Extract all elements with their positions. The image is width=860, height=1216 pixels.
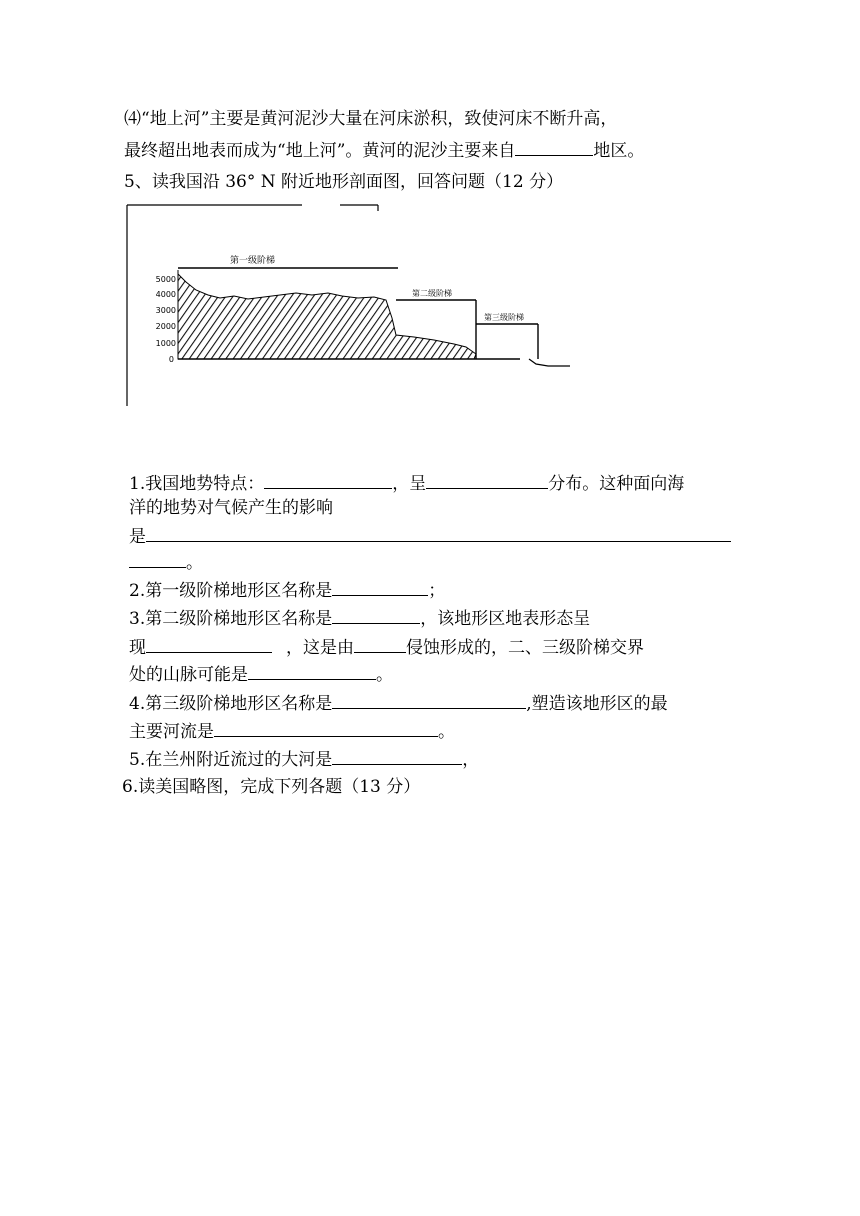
q5-s1-line-3: [129, 523, 731, 549]
q4-line-2: [124, 137, 644, 163]
q5-s4-line-2: [129, 718, 455, 744]
answer-blank[interactable]: [332, 577, 428, 596]
answer-blank[interactable]: [264, 470, 392, 489]
q5-s4-text: 4.第三级阶梯地形区名称是: [129, 694, 333, 714]
q5-s1-text: 。: [186, 553, 203, 573]
q6-title-text: 6.读美国略图，完成下列各题（13 分）: [122, 777, 421, 797]
q5-title-text: 5、读我国沿 36° N 附近地形剖面图，回答问题（12 分）: [124, 172, 564, 192]
q5-s3-text: 现: [129, 638, 146, 658]
q5-s4-text: 主要河流是: [129, 722, 214, 742]
q6-title: [122, 775, 420, 799]
continental-shelf-line: [529, 359, 570, 366]
answer-blank[interactable]: [248, 661, 376, 680]
q4-text: 地区。: [593, 141, 645, 161]
q5-s5-text: ，: [462, 750, 480, 770]
q5-s3-text: 3.第二级阶梯地形区名称是: [129, 609, 333, 629]
q4-line-1: [124, 107, 617, 131]
q5-s3-line-3: [129, 661, 393, 687]
q5-s4-text: ,塑造该地形区的最: [526, 694, 668, 714]
terrain-profile-diagram: [124, 200, 594, 410]
q5-s3-line-1: [129, 605, 590, 631]
q5-s1-line-4: [129, 549, 203, 575]
q5-s3-text: ，该地形区地表形态呈: [420, 609, 591, 629]
y-tick-label: 5000: [155, 275, 176, 284]
answer-blank[interactable]: [214, 718, 438, 737]
q5-s3-text: 处的山脉可能是: [129, 665, 248, 685]
q5-s3-text: ，这是由: [286, 638, 354, 658]
tier3-label: 第三级阶梯: [484, 313, 524, 322]
q5-s4-text: 。: [438, 722, 455, 742]
y-tick-label: 1000: [155, 339, 176, 348]
q5-s1-text: 洋的地势对气候产生的影响: [129, 498, 333, 518]
answer-blank[interactable]: [354, 634, 406, 653]
q5-s1-text: 分布。这种面向海: [548, 474, 685, 494]
q5-s2-text: ；: [428, 581, 446, 601]
q5-s5-line: [129, 746, 479, 772]
tier1-label: 第一级阶梯: [230, 256, 276, 266]
y-tick-label: 2000: [155, 322, 176, 331]
q5-s1-text: 是: [129, 527, 146, 547]
answer-blank[interactable]: [146, 523, 731, 542]
terrain-profile-figure: [124, 200, 594, 410]
q5-title: [124, 170, 563, 194]
answer-blank[interactable]: [515, 137, 593, 156]
q5-s1-text: 1.我国地势特点：: [129, 474, 265, 494]
q5-s2-line: [129, 577, 445, 603]
terrain-profile-shape: [178, 274, 476, 359]
answer-blank[interactable]: [332, 690, 526, 709]
q4-text: 最终超出地表而成为“地上河”。黄河的泥沙主要来自: [124, 141, 516, 161]
q4-text: ⑷“地上河”主要是黄河泥沙大量在河床淤积，致使河床不断升高，: [124, 109, 618, 129]
answer-blank[interactable]: [146, 634, 272, 653]
y-tick-label: 4000: [155, 290, 176, 299]
y-tick-label: 0: [168, 355, 174, 364]
answer-blank[interactable]: [332, 605, 420, 624]
q5-s2-text: 2.第一级阶梯地形区名称是: [129, 581, 333, 601]
q5-s1-text: ，呈: [392, 474, 427, 494]
q5-s5-text: 5.在兰州附近流过的大河是: [129, 750, 333, 770]
answer-blank[interactable]: [426, 470, 548, 489]
q5-s4-line-1: [129, 690, 668, 716]
q5-s3-line-2: [129, 634, 644, 660]
q5-s1-line-2: [129, 496, 333, 520]
answer-blank[interactable]: [332, 746, 462, 765]
q5-s3-text: 侵蚀形成的，二、三级阶梯交界: [406, 638, 644, 658]
tier2-label: 第二级阶梯: [412, 289, 452, 298]
q5-s3-text: 。: [376, 665, 393, 685]
y-tick-label: 3000: [155, 306, 176, 315]
q5-s1-line-1: [129, 470, 684, 496]
answer-blank[interactable]: [129, 549, 186, 568]
